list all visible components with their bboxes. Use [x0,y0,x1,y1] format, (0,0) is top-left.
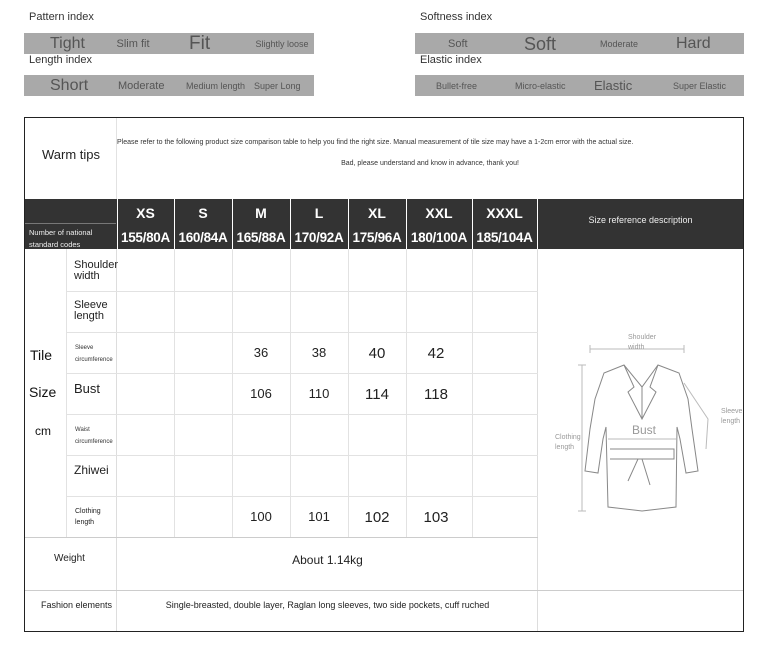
unit-label: cm [35,424,51,438]
value-cell: 102 [364,509,390,526]
value-cell: 110 [308,386,330,401]
pattern-option: Slim fit [116,37,150,50]
size-code: 165/88A [236,230,286,245]
size-table [24,117,744,632]
size-code: 185/104A [476,230,533,245]
elastic-index-label: Elastic index [420,54,482,66]
length-option: Moderate [118,79,165,92]
pattern-index-bar [24,33,314,54]
elastic-option: Bullet-free [436,80,478,91]
length-index-label: Length index [29,54,92,66]
size-header: L [314,205,324,221]
value-cell: 40 [368,345,386,362]
diagram-sleeve-label: Sleeve length [721,408,743,425]
diagram-bust-label: Bust [632,423,657,437]
weight-value: About 1.14kg [292,553,363,567]
value-cell: 103 [423,509,449,526]
elastic-index-bar [415,75,744,96]
row-label-bust: Bust [74,381,101,396]
elastic-option: Super Elastic [673,80,727,91]
row-label-waist-circumference: Waist circumference [75,427,113,445]
pattern-option: Slightly loose [255,38,309,49]
value-cell: 38 [311,345,327,360]
size-header: XS [136,205,155,221]
warm-tips-title: Warm tips [42,147,101,162]
fashion-value: Single-breasted, double layer, Raglan long sleeves, two side pockets, cuff ruched [165,600,490,610]
coat-outline-icon [538,249,743,537]
elastic-option: Elastic [594,77,633,93]
diagram-clothing-label: Clothing length [555,434,581,451]
softness-option: Soft [448,37,468,50]
diagram-shoulder-label: Shoulder width [628,334,657,351]
value-cell: 100 [250,509,272,524]
size-header: M [255,205,267,221]
size-header: XXL [425,205,453,221]
pattern-option: Fit [189,32,211,54]
row-label-shoulder-width: Shoulder width [74,259,119,282]
value-cell: 106 [250,386,272,401]
size-code: 170/92A [294,230,344,245]
softness-option: Moderate [600,38,639,49]
size-header: S [198,205,208,221]
length-option: Short [50,76,89,94]
row-label-sleeve-length: Sleeve length [74,299,108,322]
pattern-index-label: Pattern index [29,11,94,23]
softness-option: Hard [676,34,711,52]
size-label: Size [29,384,57,400]
length-option: Medium length [186,80,246,91]
row-label-clothing-length: Clothing length [75,508,101,526]
weight-label: Weight [54,553,85,564]
warm-tips-line1: Please refer to the following product size comparison table to help you find the right size. Manual measurement of tile size may have a 1-2cm error with the actual size. [117,139,634,146]
size-code: 175/96A [352,230,402,245]
value-cell: 114 [365,386,389,403]
size-header: XL [368,205,386,221]
softness-option: Soft [524,33,557,54]
size-code: 160/84A [178,230,228,245]
value-cell: 36 [253,345,269,360]
warm-tips-line2: Bad, please understand and know in advance, thank you! [341,160,519,167]
length-index-bar [24,75,314,96]
reference-description-label: Size reference description [588,215,693,225]
pattern-option: Tight [50,34,85,52]
value-cell: 101 [308,509,330,524]
length-option: Super Long [254,80,301,91]
value-cell: 118 [424,386,448,403]
softness-index-bar [415,33,744,54]
value-cell: 42 [427,345,445,362]
size-header: XXXL [486,205,523,221]
tile-label: Tile [30,347,53,363]
row-label-sleeve-circumference: Sleeve circumference [75,345,113,363]
standard-codes-label: Number of national standard codes [29,228,93,249]
size-code: 180/100A [410,230,468,245]
garment-diagram [538,249,743,537]
fashion-label: Fashion elements [41,600,113,610]
size-code: 155/80A [121,230,170,245]
softness-index-label: Softness index [420,11,493,23]
elastic-option: Micro-elastic [515,80,566,91]
row-label-zhiwei: Zhiwei [74,463,109,477]
